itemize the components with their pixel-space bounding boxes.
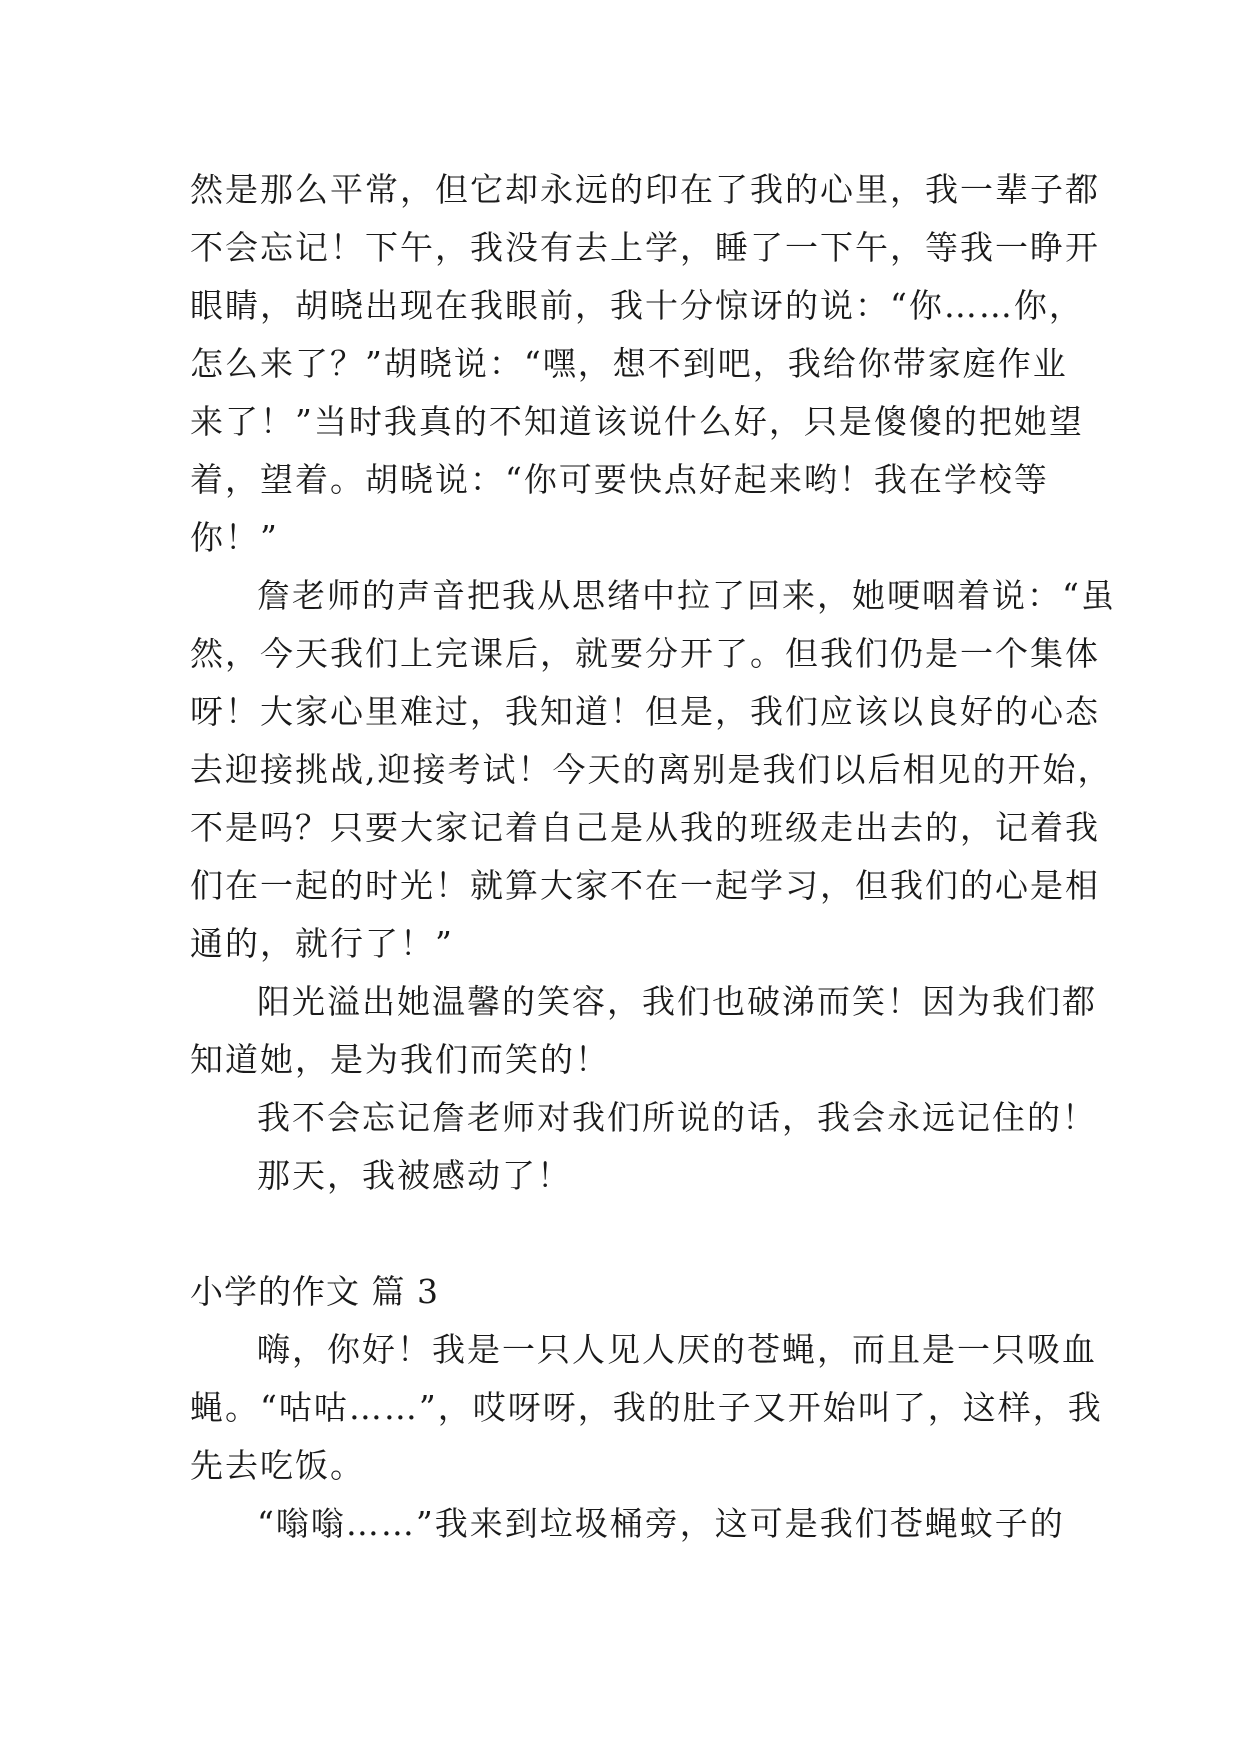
paragraph-line: 通的，就行了！”	[190, 924, 454, 963]
paragraph-line: 詹老师的声音把我从思绪中拉了回来，她哽咽着说：“虽	[257, 576, 1116, 615]
paragraph-line: 知道她，是为我们而笑的！	[190, 1040, 610, 1079]
paragraph-line: 先去吃饭。	[190, 1446, 365, 1485]
paragraph-line: 来了！”当时我真的不知道该说什么好，只是傻傻的把她望	[190, 402, 1084, 441]
paragraph-line: 那天，我被感动了！	[257, 1156, 572, 1195]
paragraph-line: 你！”	[190, 518, 279, 557]
paragraph-line: 不会忘记！下午，我没有去上学，睡了一下午，等我一睁开	[190, 228, 1100, 267]
paragraph-line: “嗡嗡……”我来到垃圾桶旁，这可是我们苍蝇蚊子的	[257, 1504, 1065, 1543]
paragraph-line: 然是那么平常，但它却永远的印在了我的心里，我一辈子都	[190, 170, 1100, 209]
paragraph-line: 去迎接挑战,迎接考试！今天的离别是我们以后相见的开始，	[190, 750, 1113, 789]
paragraph-line: 眼睛，胡晓出现在我眼前，我十分惊讶的说：“你……你，	[190, 286, 1084, 325]
paragraph-line: 然，今天我们上完课后，就要分开了。但我们仍是一个集体	[190, 634, 1100, 673]
paragraph-line: 阳光溢出她温馨的笑容，我们也破涕而笑！因为我们都	[257, 982, 1097, 1021]
paragraph-line: 呀！大家心里难过，我知道！但是，我们应该以良好的心态	[190, 692, 1100, 731]
section-heading: 小学的作文 篇 3	[190, 1272, 439, 1311]
paragraph-line: 嗨，你好！我是一只人见人厌的苍蝇，而且是一只吸血	[257, 1330, 1097, 1369]
paragraph-line: 们在一起的时光！就算大家不在一起学习，但我们的心是相	[190, 866, 1100, 905]
paragraph-line: 着，望着。胡晓说：“你可要快点好起来哟！我在学校等	[190, 460, 1049, 499]
paragraph-line: 我不会忘记詹老师对我们所说的话，我会永远记住的！	[257, 1098, 1097, 1137]
paragraph-line: 怎么来了？”胡晓说：“嘿，想不到吧，我给你带家庭作业	[190, 344, 1068, 383]
paragraph-line: 蝇。“咕咕……”，哎呀呀，我的肚子又开始叫了，这样，我	[190, 1388, 1103, 1427]
paragraph-line: 不是吗？只要大家记着自己是从我的班级走出去的，记着我	[190, 808, 1100, 847]
